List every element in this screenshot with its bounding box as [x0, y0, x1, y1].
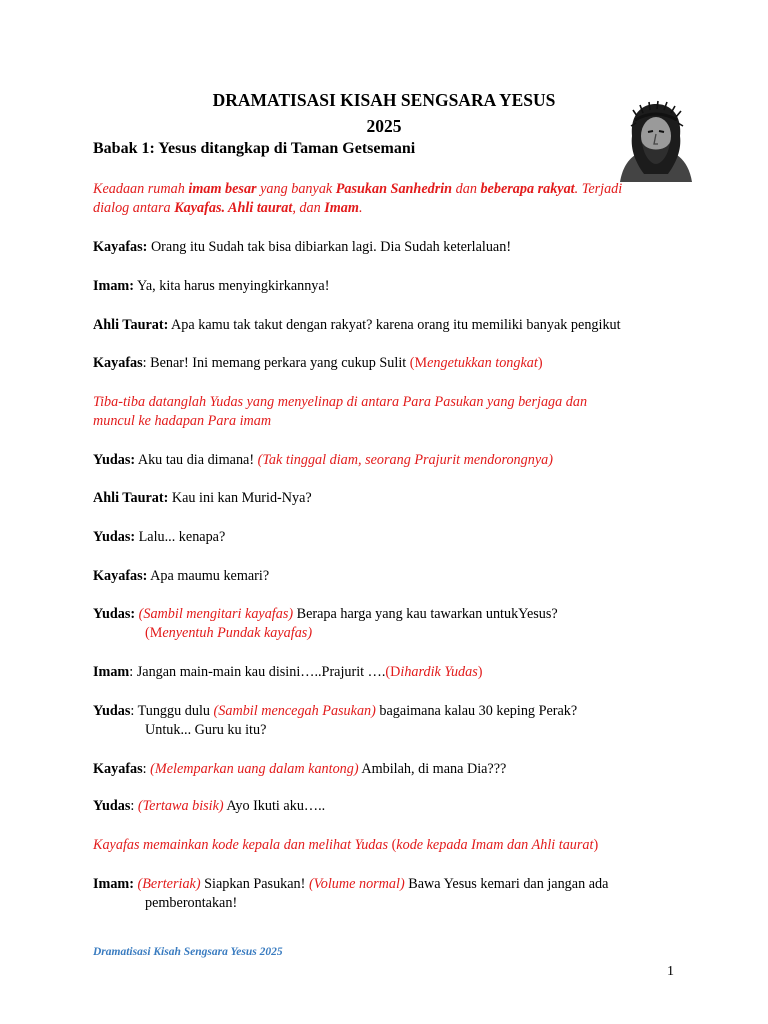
dialog-text: : Jangan main-main kau disini…..Prajurit ….: [129, 664, 386, 680]
stage-direction: (Sambil mengitari kayafas): [135, 606, 294, 622]
dialog-line: [93, 567, 683, 586]
intro-text: yang banyak: [256, 181, 336, 197]
narration: [93, 836, 683, 855]
stage-direction: ): [537, 355, 543, 371]
dialog-text: : Tunggu dulu: [130, 703, 214, 719]
dialog-text: Ayo Ikuti aku…..: [223, 798, 326, 814]
intro-text: dan: [452, 181, 481, 197]
speaker-name: Kayafas:: [93, 568, 148, 584]
intro-text: , dan: [292, 200, 325, 216]
speaker-name: Kayafas: [93, 761, 143, 777]
dialog-line: [93, 451, 683, 470]
dialog-text: bagaimana kalau 30 keping Perak?: [375, 703, 578, 719]
dialog-text: Siapkan Pasukan!: [200, 876, 309, 892]
dialog-line: [93, 760, 683, 779]
dialog-text: Berapa harga yang kau tawarkan untukYesus?: [293, 606, 558, 622]
speaker-name: Yudas:: [93, 452, 136, 468]
dialog-text: Untuk... Guru ku itu?: [145, 722, 267, 738]
speaker-name: Yudas: [93, 703, 131, 719]
stage-direction: (Volume normal): [308, 876, 405, 892]
narration-text: (: [391, 837, 397, 853]
dialog-text: Apa maumu kemari?: [147, 568, 270, 584]
narration-line: muncul ke hadapan Para imam: [93, 413, 272, 429]
speaker-name: Yudas:: [93, 529, 136, 545]
intro-rakyat: beberapa rakyat: [480, 181, 575, 197]
narration: [93, 393, 683, 431]
narration-text: Kayafas memainkan kode kepala dan melihat Yudas: [93, 837, 392, 853]
speaker-name: Yudas:: [93, 606, 136, 622]
intro-characters: Kayafas. Ahli taurat: [174, 200, 293, 216]
dialog-line: [93, 605, 683, 643]
dialog-text: Ambilah, di mana Dia???: [358, 761, 507, 777]
dialog-line: [93, 354, 683, 373]
dialog-line: [93, 316, 683, 335]
speaker-name: Imam:: [93, 278, 134, 294]
jesus-portrait-icon: [612, 96, 700, 182]
intro-text: dialog antara: [93, 200, 175, 216]
speaker-name: Kayafas:: [93, 239, 148, 255]
stage-direction: enyentuh Pundak kayafas): [162, 625, 313, 641]
dialog-line: [93, 489, 683, 508]
dialog-text: Kau ini kan Murid-Nya?: [168, 490, 312, 506]
dialog-line: [93, 663, 683, 682]
intro-imam: Imam: [324, 200, 359, 216]
intro-pasukan: Pasukan Sanhedrin: [335, 181, 453, 197]
speaker-name: Ahli Taurat:: [93, 317, 169, 333]
page-number: 1: [667, 964, 674, 979]
dialog-line: [93, 702, 683, 740]
stage-direction: (M: [145, 625, 163, 641]
dialog-text: Ya, kita harus menyingkirkannya!: [133, 278, 330, 294]
intro-text: .: [358, 200, 363, 216]
dialog-text: :: [130, 798, 138, 814]
dialog-text: Orang itu Sudah tak bisa dibiarkan lagi. Dia Sudah keterlaluan!: [147, 239, 512, 255]
stage-direction: (D: [385, 664, 401, 680]
speaker-name: Yudas: [93, 798, 131, 814]
stage-direction: (M: [409, 355, 428, 371]
narration-line: Tiba-tiba datanglah Yudas yang menyelinap di antara Para Pasukan yang berjaga dan: [93, 394, 588, 410]
intro-narration: [93, 180, 683, 218]
stage-direction: ihardik Yudas: [400, 664, 478, 680]
intro-imam-besar: imam besar: [188, 181, 257, 197]
stage-direction: (Sambil mencegah Pasukan): [213, 703, 376, 719]
scene-subtitle: Babak 1: Yesus ditangkap di Taman Getsemani: [93, 140, 416, 157]
dialog-text: Bawa Yesus kemari dan jangan ada: [404, 876, 609, 892]
title-line-2: 2025: [366, 116, 402, 136]
dialog-text: : Benar! Ini memang perkara yang cukup Sulit: [142, 355, 410, 371]
speaker-name: Imam: [93, 664, 130, 680]
stage-direction: (Tak tinggal diam, seorang Prajurit mendorongnya): [257, 452, 553, 468]
speaker-name: Imam:: [93, 876, 134, 892]
narration-text: kode kepada Imam dan Ahli taurat: [396, 837, 594, 853]
dialog-line: [93, 528, 683, 547]
stage-direction: (Melemparkan uang dalam kantong): [150, 761, 359, 777]
narration-text: ): [593, 837, 599, 853]
intro-text: . Terjadi: [574, 181, 623, 197]
dialog-text: Apa kamu tak takut dengan rakyat? karena orang itu memiliki banyak pengikut: [168, 317, 621, 333]
dialog-line: [93, 875, 683, 913]
stage-direction: ): [477, 664, 483, 680]
speaker-name: Kayafas: [93, 355, 143, 371]
stage-direction: engetukkan tongkat: [427, 355, 538, 371]
intro-text: Keadaan rumah: [93, 181, 189, 197]
dialog-line: [93, 797, 683, 816]
dialog-line: [93, 277, 683, 296]
stage-direction: (Berteriak): [133, 876, 201, 892]
dialog-text: Aku tau dia dimana!: [135, 452, 258, 468]
speaker-name: Ahli Taurat:: [93, 490, 169, 506]
dialog-text: Lalu... kenapa?: [135, 529, 226, 545]
title-line-1: DRAMATISASI KISAH SENGSARA YESUS: [212, 90, 556, 110]
dialog-text: pemberontakan!: [145, 895, 238, 911]
dialog-line: [93, 238, 683, 257]
page-footer: Dramatisasi Kisah Sengsara Yesus 2025: [93, 946, 283, 958]
dialog-text: :: [142, 761, 151, 777]
stage-direction: (Tertawa bisik): [137, 798, 224, 814]
